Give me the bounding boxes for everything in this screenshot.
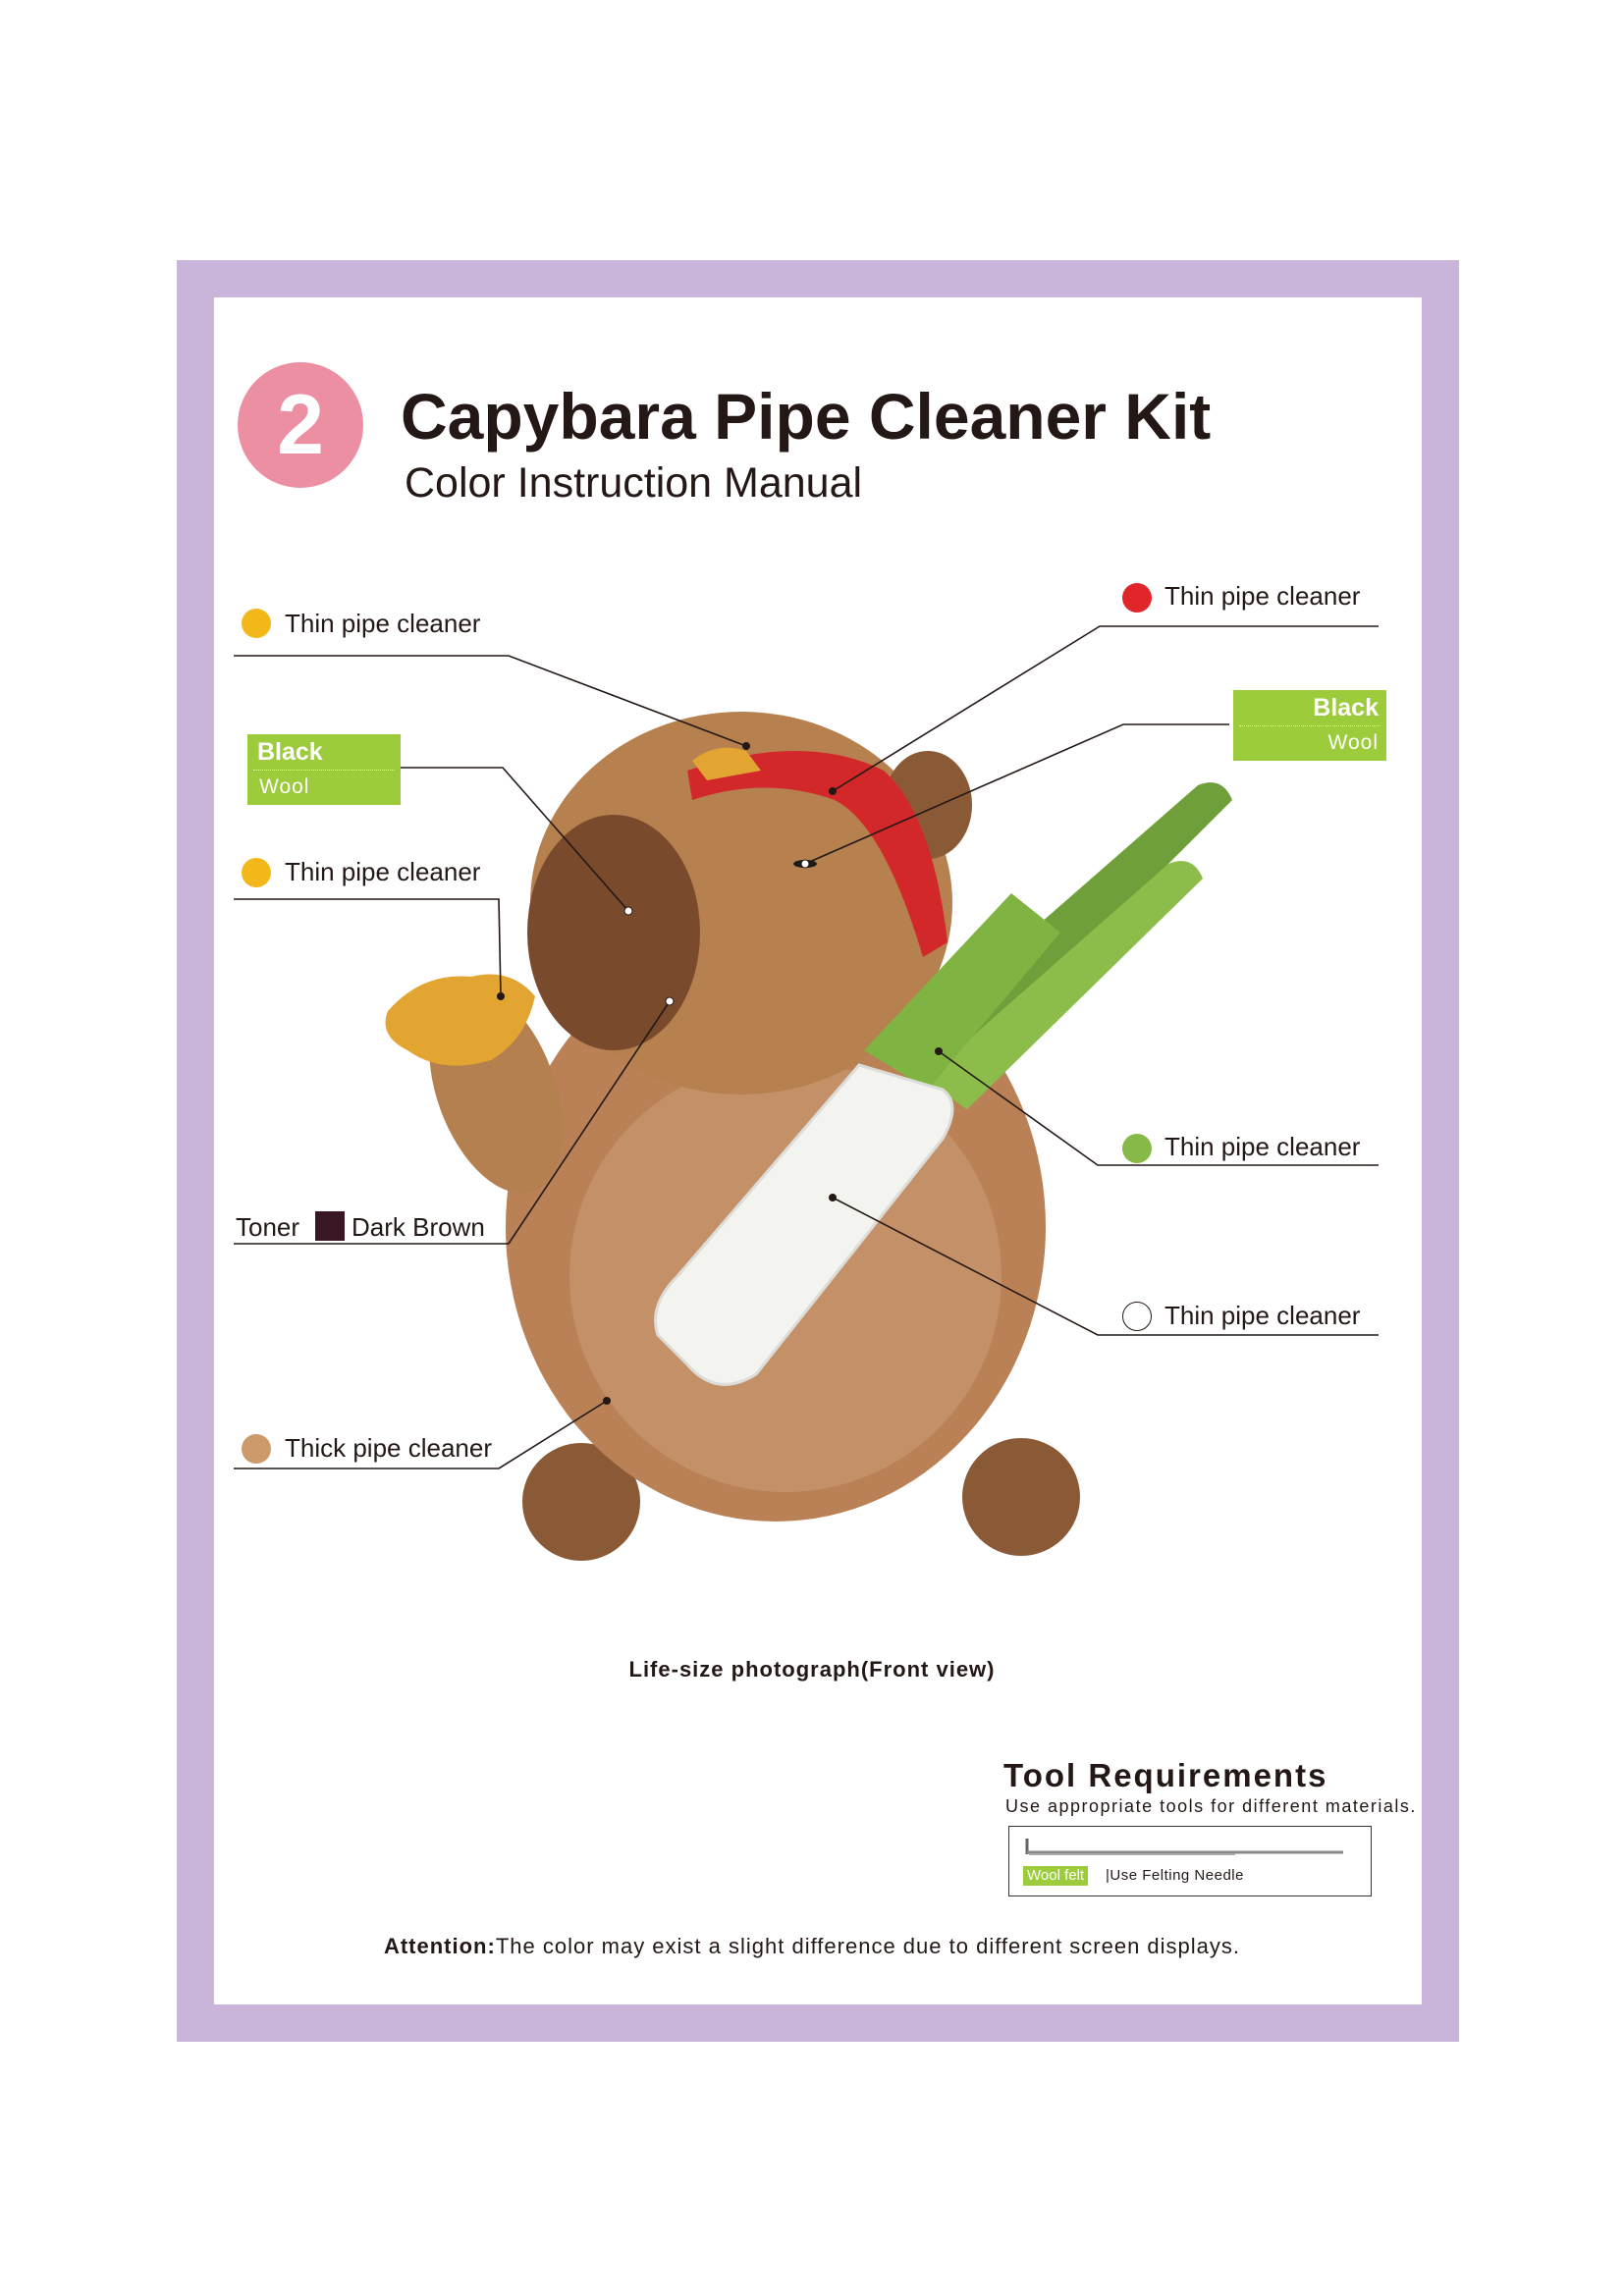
right-foot bbox=[962, 1438, 1080, 1556]
callout-left-bottom-label: Thick pipe cleaner bbox=[285, 1433, 492, 1463]
marker-dot bbox=[935, 1047, 943, 1055]
marker-dot bbox=[742, 742, 750, 750]
callout-left-mid-label: Thin pipe cleaner bbox=[285, 857, 481, 886]
yellow-color-dot bbox=[242, 858, 271, 887]
page-subtitle: Color Instruction Manual bbox=[405, 459, 863, 507]
callout-left-top-label: Thin pipe cleaner bbox=[285, 609, 481, 638]
marker-dot-white bbox=[666, 997, 674, 1005]
felting-needle-icon bbox=[1009, 1827, 1371, 1866]
tool-requirements-title: Tool Requirements bbox=[1003, 1757, 1328, 1793]
marker-dot-white bbox=[624, 907, 632, 915]
marker-dot bbox=[603, 1397, 611, 1405]
wool-tag-divider bbox=[253, 770, 395, 771]
wool-tag-left-material: Wool bbox=[259, 775, 310, 798]
callout-right-top-label: Thin pipe cleaner bbox=[1164, 581, 1361, 611]
toner-color-label: Dark Brown bbox=[352, 1212, 485, 1242]
wool-tag-right bbox=[1233, 690, 1386, 761]
toner-prefix: Toner bbox=[236, 1212, 300, 1242]
felting-needle-description: |Use Felting Needle bbox=[1106, 1867, 1244, 1884]
wool-tag-left-color: Black bbox=[257, 738, 323, 766]
wool-tag-right-color: Black bbox=[1313, 694, 1379, 721]
wool-tag-divider bbox=[1239, 725, 1380, 726]
page-title: Capybara Pipe Cleaner Kit bbox=[401, 380, 1212, 453]
step-number-badge: 2 bbox=[238, 362, 363, 488]
tan-color-dot bbox=[242, 1434, 271, 1464]
dark-brown-swatch bbox=[315, 1211, 345, 1241]
red-color-dot bbox=[1122, 583, 1152, 613]
callout-right-mid-label: Thin pipe cleaner bbox=[1164, 1132, 1361, 1161]
attention-text: The color may exist a slight difference due to different screen displays. bbox=[495, 1934, 1241, 1958]
green-color-dot bbox=[1122, 1134, 1152, 1163]
wool-tag-left bbox=[247, 734, 401, 805]
snout bbox=[527, 815, 700, 1050]
marker-dot bbox=[497, 992, 505, 1000]
marker-dot bbox=[829, 1194, 837, 1201]
callout-right-bottom-label: Thin pipe cleaner bbox=[1164, 1301, 1361, 1330]
yellow-color-dot bbox=[242, 609, 271, 638]
marker-dot bbox=[829, 787, 837, 795]
wool-tag-right-material: Wool bbox=[1327, 731, 1379, 754]
photo-caption: Life-size photograph(Front view) bbox=[628, 1657, 996, 1682]
attention-note bbox=[0, 1934, 1624, 1959]
tool-card bbox=[1008, 1826, 1372, 1896]
attention-label: Attention: bbox=[383, 1934, 496, 1958]
tool-requirements-subtitle: Use appropriate tools for different materials. bbox=[1005, 1796, 1417, 1816]
white-color-dot bbox=[1122, 1302, 1152, 1331]
marker-dot-white bbox=[801, 860, 809, 868]
wool-felt-tag: Wool felt bbox=[1023, 1866, 1088, 1886]
